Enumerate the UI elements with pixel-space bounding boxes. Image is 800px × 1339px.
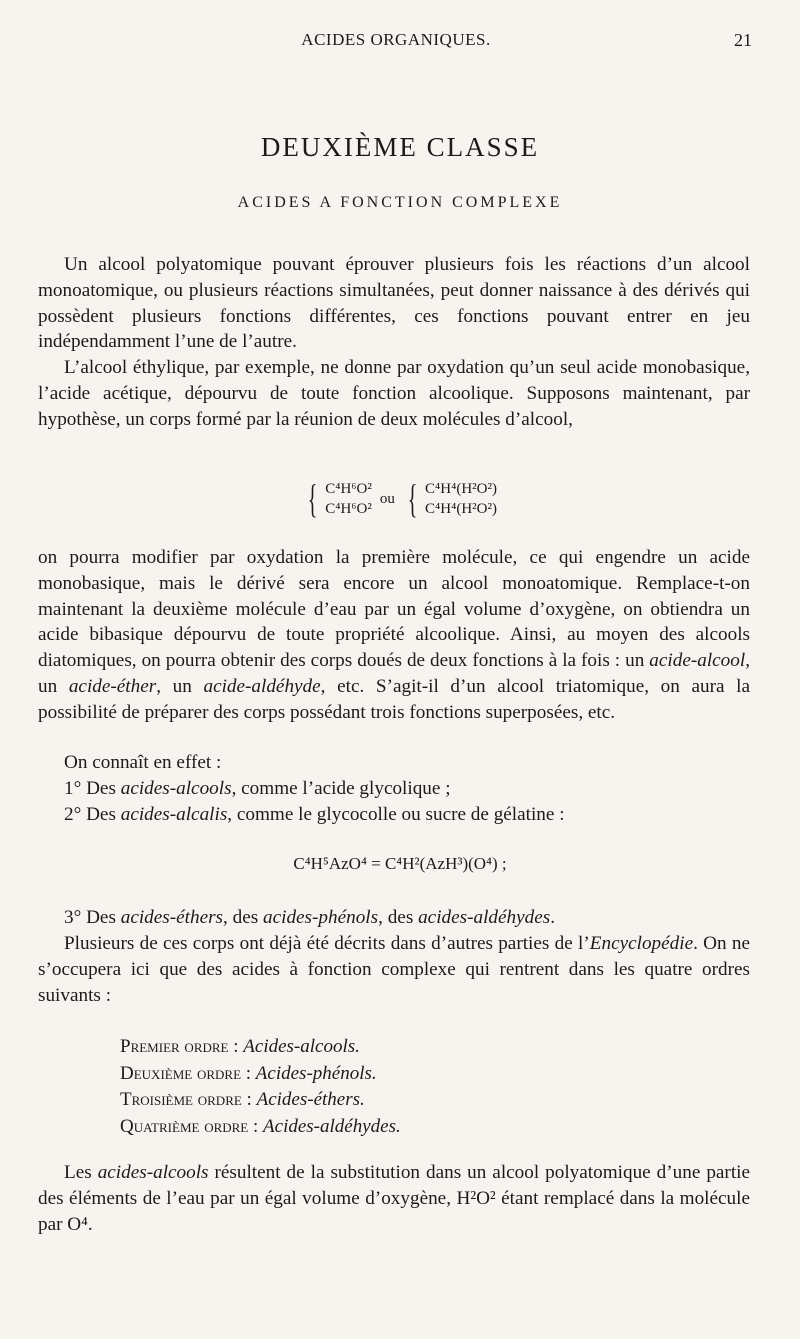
paragraph-acides-alcools [38,1160,750,1237]
order-row-2 [120,1061,620,1088]
paragraph-ethyl-alcohol: L’alcool éthylique, par exemple, ne donne par oxydation qu’un seul acide monobasique, l’acide acétique, dépourvu de toute fonction alcoolique. Supposons maintenant, par hypothèse, un corps formé par la réunion de deux molécules d’alcool, [38,357,750,430]
order-value: Acides-alcools. [243,1036,360,1057]
text-run: Plusieurs de ces corps ont déjà été décrits dans d’autres parties de l’ [64,933,590,954]
term-encyclopedie: Encyclopédie [589,933,694,954]
order-value: Acides-éthers. [256,1089,365,1110]
formula-or: ou [379,490,395,507]
list-item-2 [38,802,750,828]
term-acides-alcalis: acides-alcalis [120,804,228,825]
formula-alcohol-pair [0,470,800,528]
term-acides-alcools: acides-alcools [120,778,232,799]
text-run: , comme le glycocolle ou sucre de gélatine : [227,804,565,825]
paragraph-on-connait: On connaît en effet : [64,752,222,773]
order-row-3 [120,1087,620,1114]
text-run: . [550,907,556,928]
order-row-1 [120,1034,620,1061]
term-acide-aldehyde: acide-aldéhyde [203,675,321,697]
text-run: . On ne s’occupera ici que des acides à fonction complexe qui rentrent dans les quatre ordres suivants : [38,933,750,1006]
formula-right-top: C⁴H⁴(H²O²) [425,481,497,497]
term-acides-phenols: acides-phénols [263,907,379,928]
term-acides-aldehydes: acides-aldéhydes [418,907,551,928]
list-number: 3° [64,907,82,928]
paragraph-encyclopedie [38,931,750,1008]
text-run: , des [223,907,263,928]
order-label: Deuxième ordre : [120,1062,252,1084]
orders-list [120,1034,620,1140]
section-subtitle: ACIDES A FONCTION COMPLEXE [237,194,563,211]
order-row-4 [120,1114,620,1141]
text-run: , un [156,675,204,697]
order-value: Acides-phénols. [255,1062,377,1084]
brace-left: { [307,476,318,521]
formula-group-left [303,476,372,521]
formula-group-right [403,476,497,521]
text-run: , des [378,907,419,928]
text-run: Des [81,907,121,928]
formula-glycocolle: C⁴H⁵AzO⁴ = C⁴H²(AzH³)(O⁴) ; [293,854,507,873]
order-label: Troisième ordre : [120,1089,252,1110]
text-run: , comme l’acide glycolique ; [231,778,451,799]
text-run: Des [81,804,121,825]
page-number: 21 [734,30,752,50]
page-header [40,30,752,58]
text-run: Les [64,1162,98,1183]
term-acides-ethers: acides-éthers [120,907,224,928]
paragraph-intro: Un alcool polyatomique pouvant éprouver plusieurs fois les réactions d’un alcool monoatomique, ou plusieurs réactions simultanées, peut donner naissance à des dérivés qui possèdent plusieurs fonctions différentes, ces fonctions pouvant entrer en jeu indépendamment l’une de l’autre. [38,254,750,353]
running-head: ACIDES ORGANIQUES. [301,30,491,49]
brace-right: { [407,476,418,521]
list-item-1 [38,776,750,802]
paragraph-oxidation [38,545,750,726]
list-number: 1° [64,778,82,799]
order-label: Quatrième ordre : [120,1115,259,1137]
term-acides-alcools: acides-alcools [97,1162,209,1183]
formula-left-top: C⁴H⁶O² [325,481,372,497]
formula-right-bottom: C⁴H⁴(H²O²) [425,501,497,517]
text-run: Des [81,778,121,799]
order-value: Acides-aldéhydes. [263,1115,401,1137]
list-number: 2° [64,804,82,825]
text-run: , etc. S’agit-il d’un alcool triatomique, on aura la possibilité de préparer des corps possédant trois fonctions superposées, etc. [38,675,750,723]
list-item-3 [38,905,750,931]
term-acide-alcool: acide-alcool [649,650,746,672]
text-run: on pourra modifier par oxydation la première molécule, ce qui engendre un acide monobasique, mais le dérivé sera encore un alcool monoatomique. Remplace-t-on maintenant la deuxième molécule d’eau par un égal volume d’oxygène, on obtiendra un acide bibasique dépourvu de toute propriété alcoolique. Ainsi, au moyen des alcools diatomiques, on pourra obtenir des corps doués de deux fonctions à la fois : un [38,547,750,672]
formula-left-bottom: C⁴H⁶O² [325,501,372,517]
order-label: Premier ordre : [120,1036,239,1057]
text-run: , un [38,650,750,697]
text-run: résultent de la substitution dans un alcool polyatomique d’une partie des éléments de l’eau par un égal volume d’oxygène, H²O² étant remplacé dans la molécule par O⁴. [38,1162,750,1235]
term-acide-ether: acide-éther [68,675,157,697]
section-title: DEUXIÈME CLASSE [260,132,540,162]
